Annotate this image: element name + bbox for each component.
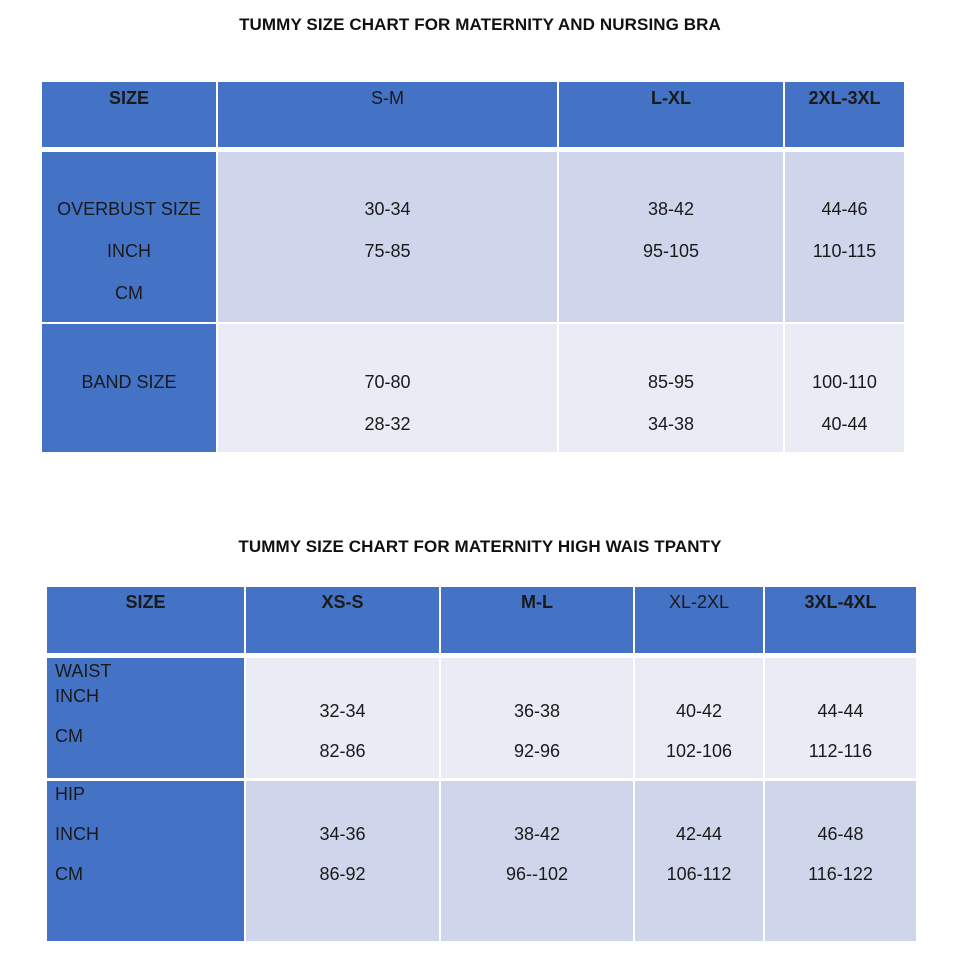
- panty-row-hip-label-cell: [47, 781, 244, 941]
- panty-waist-3xl-4xl-inch: 44-44: [817, 701, 864, 721]
- panty-chart-title: TUMMY SIZE CHART FOR MATERNITY HIGH WAIS TPANTY: [238, 537, 722, 556]
- panty-hip-xl-2xl-inch: 42-44: [675, 824, 723, 844]
- panty-label-hip-cm: CM: [55, 864, 83, 884]
- panty-waist-xs-s-inch: 32-34: [319, 701, 366, 721]
- panty-hip-3xl-4xl-inch: 46-48: [817, 824, 864, 844]
- panty-header-size-cell: [47, 587, 244, 653]
- bra-overbust-l-xl-inch: 38-42: [647, 199, 695, 219]
- panty-waist-m-l-cm: 92-96: [513, 741, 561, 761]
- bra-row-overbust-label-cell: [42, 152, 216, 322]
- bra-header-size: SIZE: [108, 88, 149, 108]
- bra-overbust-s-m-cell: [218, 152, 557, 322]
- bra-overbust-l-xl-cm: 95-105: [642, 241, 700, 261]
- bra-label-band-size: BAND SIZE: [81, 372, 177, 392]
- panty-header-xs-s: XS-S: [321, 592, 364, 612]
- panty-waist-m-l-inch: 36-38: [513, 701, 561, 721]
- panty-hip-m-l-cell: [441, 781, 633, 941]
- panty-header-3xl-4xl: 3XL-4XL: [804, 592, 877, 612]
- panty-hip-xl-2xl-cell: [635, 781, 763, 941]
- panty-hip-xs-s-inch: 34-36: [319, 824, 366, 844]
- bra-band-l-xl-cell: [559, 324, 783, 452]
- panty-header-m-l-cell: [441, 587, 633, 653]
- bra-label-cm: CM: [115, 283, 143, 303]
- panty-waist-m-l-cell: [441, 658, 633, 778]
- bra-overbust-l-xl-cell: [559, 152, 783, 322]
- bra-header-2xl-3xl-cell: [785, 82, 904, 147]
- panty-header-xl-2xl: XL-2XL: [668, 592, 730, 612]
- panty-header-3xl-4xl-cell: [765, 587, 916, 653]
- panty-row-waist-label-cell: [47, 658, 244, 778]
- panty-waist-xl-2xl-inch: 40-42: [675, 701, 723, 721]
- bra-header-s-m-cell: [218, 82, 557, 147]
- bra-band-2xl-3xl-inch: 40-44: [821, 414, 868, 434]
- bra-overbust-2xl-3xl-cm: 110-115: [812, 241, 877, 261]
- bra-band-s-m-inch: 28-32: [364, 414, 411, 434]
- panty-hip-3xl-4xl-cm: 116-122: [808, 864, 873, 884]
- bra-band-l-xl-inch: 34-38: [647, 414, 695, 434]
- panty-waist-xl-2xl-cell: [635, 658, 763, 778]
- panty-label-waist: WAIST: [55, 661, 112, 681]
- panty-hip-xl-2xl-cm: 106-112: [666, 864, 732, 884]
- bra-header-s-m: S-M: [371, 88, 404, 108]
- panty-waist-xs-s-cell: [246, 658, 439, 778]
- panty-hip-xs-s-cell: [246, 781, 439, 941]
- panty-header-xs-s-cell: [246, 587, 439, 653]
- panty-waist-3xl-4xl-cm: 112-116: [808, 741, 873, 761]
- bra-band-s-m-cell: [218, 324, 557, 452]
- panty-label-hip-inch: INCH: [55, 824, 99, 844]
- bra-overbust-2xl-3xl-cell: [785, 152, 904, 322]
- panty-hip-3xl-4xl-cell: [765, 781, 916, 941]
- panty-waist-xs-s-cm: 82-86: [319, 741, 366, 761]
- panty-label-waist-inch: INCH: [55, 686, 99, 706]
- bra-row-band-label-cell: [42, 324, 216, 452]
- bra-header-2xl-3xl: 2XL-3XL: [808, 88, 881, 108]
- bra-overbust-2xl-3xl-inch: 44-46: [821, 199, 868, 219]
- panty-waist-3xl-4xl-cell: [765, 658, 916, 778]
- bra-band-2xl-3xl-cell: [785, 324, 904, 452]
- bra-band-2xl-3xl-cm: 100-110: [812, 372, 877, 392]
- bra-overbust-s-m-inch: 30-34: [364, 199, 411, 219]
- panty-hip-m-l-inch: 38-42: [513, 824, 561, 844]
- panty-header-xl-2xl-cell: [635, 587, 763, 653]
- bra-header-l-xl: L-XL: [651, 88, 691, 108]
- bra-overbust-s-m-cm: 75-85: [364, 241, 411, 261]
- bra-label-inch: INCH: [107, 241, 151, 261]
- bra-band-s-m-cm: 70-80: [364, 372, 411, 392]
- bra-band-l-xl-cm: 85-95: [647, 372, 695, 392]
- bra-label-overbust-size: OVERBUST SIZE: [57, 199, 201, 219]
- panty-label-waist-cm: CM: [55, 726, 83, 746]
- panty-header-m-l: M-L: [521, 592, 553, 612]
- panty-hip-xs-s-cm: 86-92: [319, 864, 366, 884]
- panty-label-hip: HIP: [55, 784, 86, 804]
- panty-header-size: SIZE: [125, 592, 166, 612]
- panty-hip-m-l-cm: 96--102: [505, 864, 569, 884]
- bra-header-l-xl-cell: [559, 82, 783, 147]
- bra-chart-title: TUMMY SIZE CHART FOR MATERNITY AND NURSING BRA: [239, 15, 721, 34]
- bra-header-size-cell: [42, 82, 216, 147]
- panty-waist-xl-2xl-cm: 102-106: [665, 741, 733, 761]
